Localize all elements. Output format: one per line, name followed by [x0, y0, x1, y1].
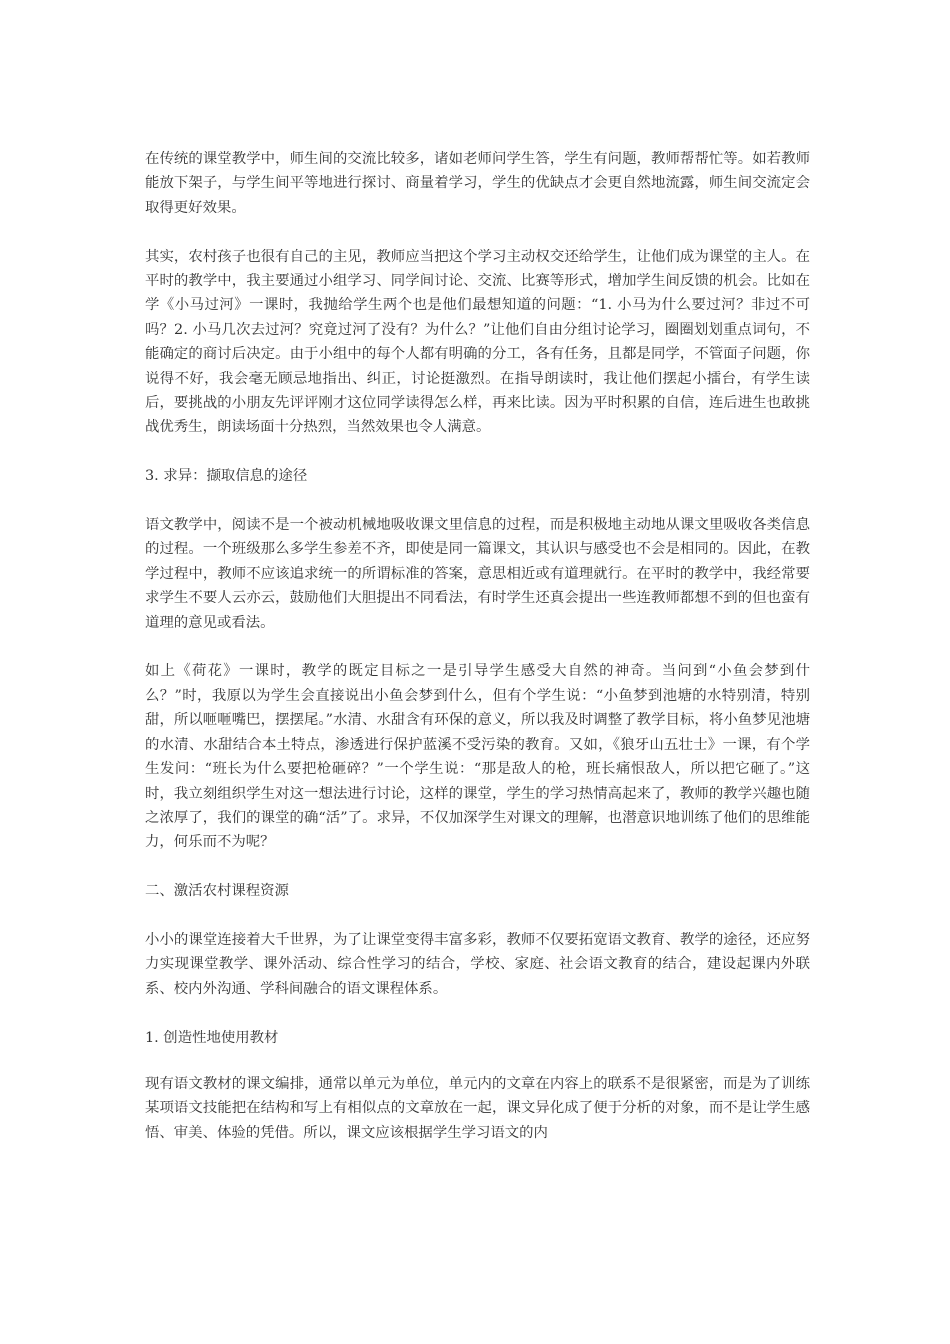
paragraph-reading-as-active-process: 语文教学中，阅读不是一个被动机械地吸收课文里信息的过程，而是积极地主动地从课文里吸收各类信息的过程。一个班级那么多学生参差不齐，即使是同一篇课文，其认识与感受也不会是相同的。因此，在教学过程中，教师不应该追求统一的所谓标准的答案，意思相近或有道理就行。在平时的教学中，我经常要求学生不要人云亦云，鼓励他们大胆提出不同看法，有时学生还真会提出一些连教师都想不到的但也蛮有道理的意见或看法。	[145, 517, 810, 631]
paragraph-lotus-lesson-example: 如上《荷花》一课时，教学的既定目标之一是引导学生感受大自然的神奇。当问到“小鱼会梦到什么？”时，我原以为学生会直接说出小鱼会梦到什么，但有个学生说：“小鱼梦到池塘的水特别清，特别甜，所以咂咂嘴巴，摆摆尾。”水清、水甜含有环保的意义，所以我及时调整了教学目标，将小鱼梦见池塘的水清、水甜结合本土特点，渗透进行保护蓝溪不受污染的教育。又如，《狼牙山五壮士》一课，有个学生发问：“班长为什么要把枪砸碎？”一个学生说：“那是敌人的枪，班长痛恨敌人，所以把它砸了。”这时，我立刻组织学生对这一想法进行讨论，这样的课堂，学生的学习热情高起来了，教师的教学兴趣也随之浓厚了，我们的课堂的确“活”了。求异，不仅加深学生对课文的理解，也潜意识地训练了他们的思维能力，何乐而不为呢？	[145, 663, 810, 851]
paragraph-textbook-arrangement: 现有语文教材的课文编排，通常以单元为单位，单元内的文章在内容上的联系不是很紧密，而是为了训练某项语文技能把在结构和写上有相似点的文章放在一起，课文异化成了便于分析的对象，而不是让学生感悟、审美、体验的凭借。所以，课文应该根据学生学习语文的内	[145, 1075, 810, 1141]
heading-activate-rural-resources: 二、激活农村课程资源	[145, 883, 289, 900]
paragraph-students-as-masters: 其实，农村孩子也很有自己的主见，教师应当把这个学习主动权交还给学生，让他们成为课堂的主人。在平时的教学中，我主要通过小组学习、同学间讨论、交流、比赛等形式，增加学生间反馈的机会。比如在学《小马过河》一课时，我抛给学生两个也是他们最想知道的问题：“1. 小马为什么要过河？非过不可吗？2. 小马几次去过河？究竟过河了没有？为什么？”让他们自由分组讨论学习，圈圈划划重点词句，不能确定的商讨后决定。由于小组中的每个人都有明确的分工，各有任务，且都是同学，不管面子问题，你说得不好，我会毫无顾忌地指出、纠正，讨论挺激烈。在指导朗读时，我让他们摆起小擂台，有学生读后，要挑战的小朋友先评评刚才这位同学读得怎么样，再来比读。因为平时积累的自信，连后进生也敢挑战优秀生，朗读场面十分热烈，当然效果也令人满意。	[145, 248, 810, 436]
paragraph-classroom-connects-world: 小小的课堂连接着大千世界，为了让课堂变得丰富多彩，教师不仅要拓宽语文教育、教学的途径，还应努力实现课堂教学、课外活动、综合性学习的结合，学校、家庭、社会语文教育的结合，建设起课内外联系、校内外沟通、学科间融合的语文课程体系。	[145, 931, 810, 997]
paragraph-teacher-student-exchange: 在传统的课堂教学中，师生间的交流比较多，诸如老师问学生答，学生有问题，教师帮帮忙等。如若教师能放下架子，与学生间平等地进行探讨、商量着学习，学生的优缺点才会更自然地流露，师生间交流定会取得更好效果。	[145, 151, 810, 216]
heading-creative-use-of-textbooks: 1. 创造性地使用教材	[145, 1029, 279, 1046]
document-body	[145, 147, 810, 1145]
heading-seek-difference: 3. 求异：撷取信息的途径	[145, 468, 308, 485]
